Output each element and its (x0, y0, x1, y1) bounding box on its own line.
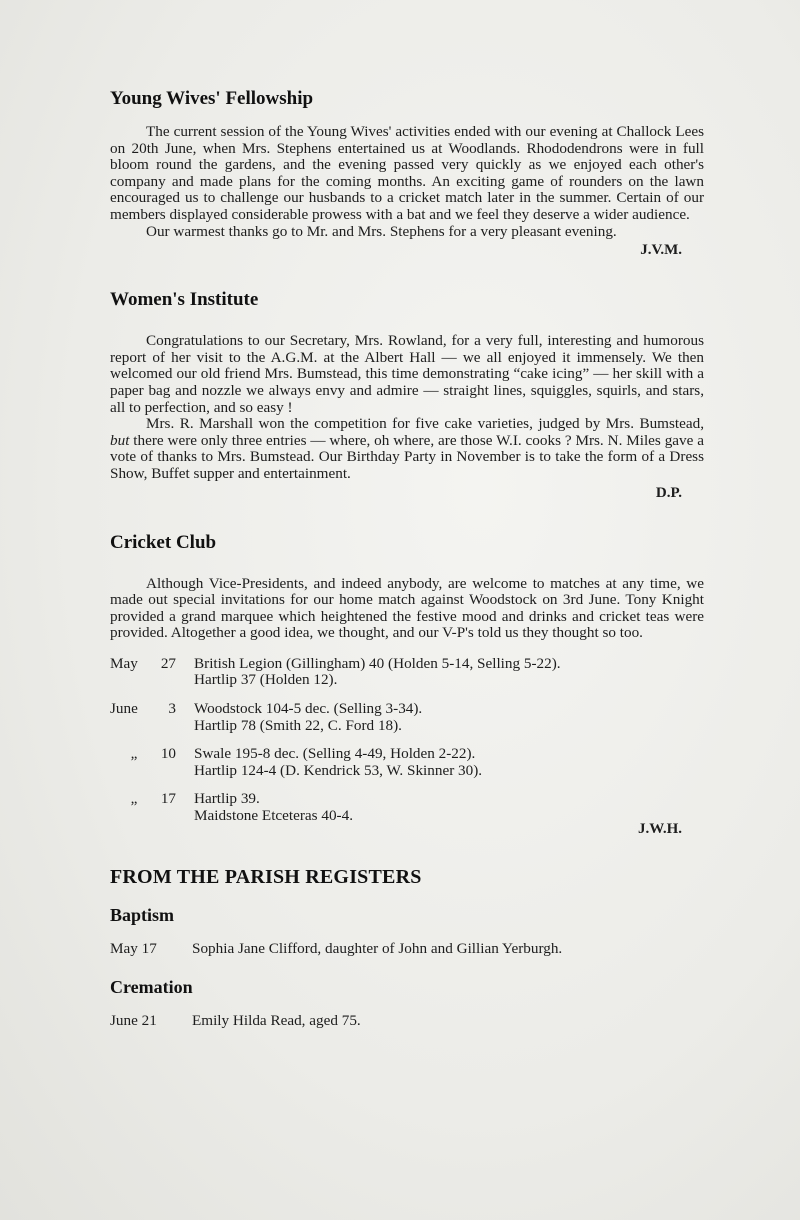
womens-institute-paragraph-2 (110, 416, 704, 482)
cricket-club-signature: J.W.H. (637, 820, 682, 837)
match-day: 10 (160, 745, 176, 763)
match-result (110, 746, 704, 779)
young-wives-heading: Young Wives' Fellowship (110, 88, 314, 109)
wi-para2-part-a: Mrs. R. Marshall won the competition for five cake varieties, judged by Mrs. Bumstead, (146, 415, 704, 433)
match-results-list (110, 656, 704, 825)
match-score-line-1: Swale 195-8 dec. (Selling 4-49, Holden 2-22). (194, 745, 476, 763)
young-wives-paragraph-1: The current session of the Young Wives' activities ended with our evening at Challock Lees on 20th June, when Mrs. Stephens entertained us at Woodlands. Rhododendrons were in full bloom round the gardens, and the evening passed very quickly as we enjoyed each other's company and made plans for the coming months. An exciting game of rounders on the lawn encouraged us to challenge our husbands to a cricket match later in the summer. Certain of our members displayed considerable prowess with a bat and we feel they deserve a wider audience. (110, 123, 704, 223)
cricket-club-paragraph: Although Vice-Presidents, and indeed anybody, are welcome to matches at any time, we made out special invitations for our home match against Woodstock on 3rd June. Tony Knight provided a grand marquee which heightened the festive mood and drinks and cricket teas were provided. Altogether a good idea, we thought, and our V-P's told us they thought so too. (110, 574, 704, 642)
match-day: 3 (168, 700, 176, 718)
cremation-date: June 21 (110, 1011, 157, 1029)
baptism-text: Sophia Jane Clifford, daughter of John and Gillian Yerburgh. (192, 939, 563, 957)
match-month: June (110, 700, 138, 718)
match-month: „ (130, 745, 138, 763)
match-score-line-1: Hartlip 39. (194, 790, 260, 808)
match-score-line-2: Maidstone Etceteras 40-4. (194, 807, 353, 825)
match-result (110, 701, 704, 734)
cremation-text: Emily Hilda Read, aged 75. (192, 1011, 361, 1029)
wi-para2-part-b: there were only three entries — where, oh where, are those W.I. cooks ? Mrs. N. Miles gave a vote of thanks to Mrs. Bumstead. Our Birthday Party in November is to take the form of a Dress Show, Buffet supper and entertainment. (110, 431, 704, 482)
match-score-line-2: Hartlip 37 (Holden 12). (194, 671, 338, 689)
match-day: 17 (160, 790, 176, 808)
match-score-line-2: Hartlip 78 (Smith 22, C. Ford 18). (194, 716, 402, 734)
baptism-entry (110, 940, 704, 957)
match-score-line-1: Woodstock 104-5 dec. (Selling 3-34). (194, 700, 423, 718)
womens-institute-heading: Women's Institute (110, 289, 259, 311)
womens-institute-signature: D.P. (655, 484, 682, 501)
parish-registers-heading: FROM THE PARISH REGISTERS (110, 865, 422, 888)
baptism-date: May 17 (110, 939, 157, 957)
match-score-line-2: Hartlip 124-4 (D. Kendrick 53, W. Skinner 30). (194, 761, 483, 779)
young-wives-signature: J.V.M. (640, 242, 682, 259)
match-result (110, 656, 704, 689)
match-scores (194, 746, 704, 779)
match-day: 27 (160, 654, 176, 672)
baptism-heading: Baptism (110, 904, 175, 925)
womens-institute-paragraph-1: Congratulations to our Secretary, Mrs. Rowland, for a very full, interesting and humorous report of her visit to the A.G.M. at the Albert Hall — we all enjoyed it immensely. We then welcomed our old friend Mrs. Bumstead, this time demonstrating “cake icing” — her skill with a paper bag and nozzle we always envy and admire — straight lines, squiggles, squirls, and stars, all to perfection, and so easy ! (110, 332, 704, 416)
match-month: „ (130, 790, 138, 808)
match-scores (194, 656, 704, 689)
cricket-club-heading: Cricket Club (110, 531, 217, 553)
young-wives-section (110, 88, 704, 259)
cricket-club-section (110, 532, 704, 838)
wi-para2-emphasis: but (110, 431, 130, 449)
match-scores (194, 791, 704, 824)
match-scores (194, 701, 704, 734)
parish-registers-section (110, 866, 704, 1029)
young-wives-paragraph-2: Our warmest thanks go to Mr. and Mrs. Stephens for a very pleasant evening. (146, 222, 617, 240)
match-result (110, 791, 704, 824)
cremation-heading: Cremation (110, 976, 193, 997)
womens-institute-section (110, 289, 704, 501)
match-score-line-1: British Legion (Gillingham) 40 (Holden 5-14, Selling 5-22). (194, 654, 561, 672)
cremation-entry (110, 1012, 704, 1029)
match-month: May (110, 654, 138, 672)
